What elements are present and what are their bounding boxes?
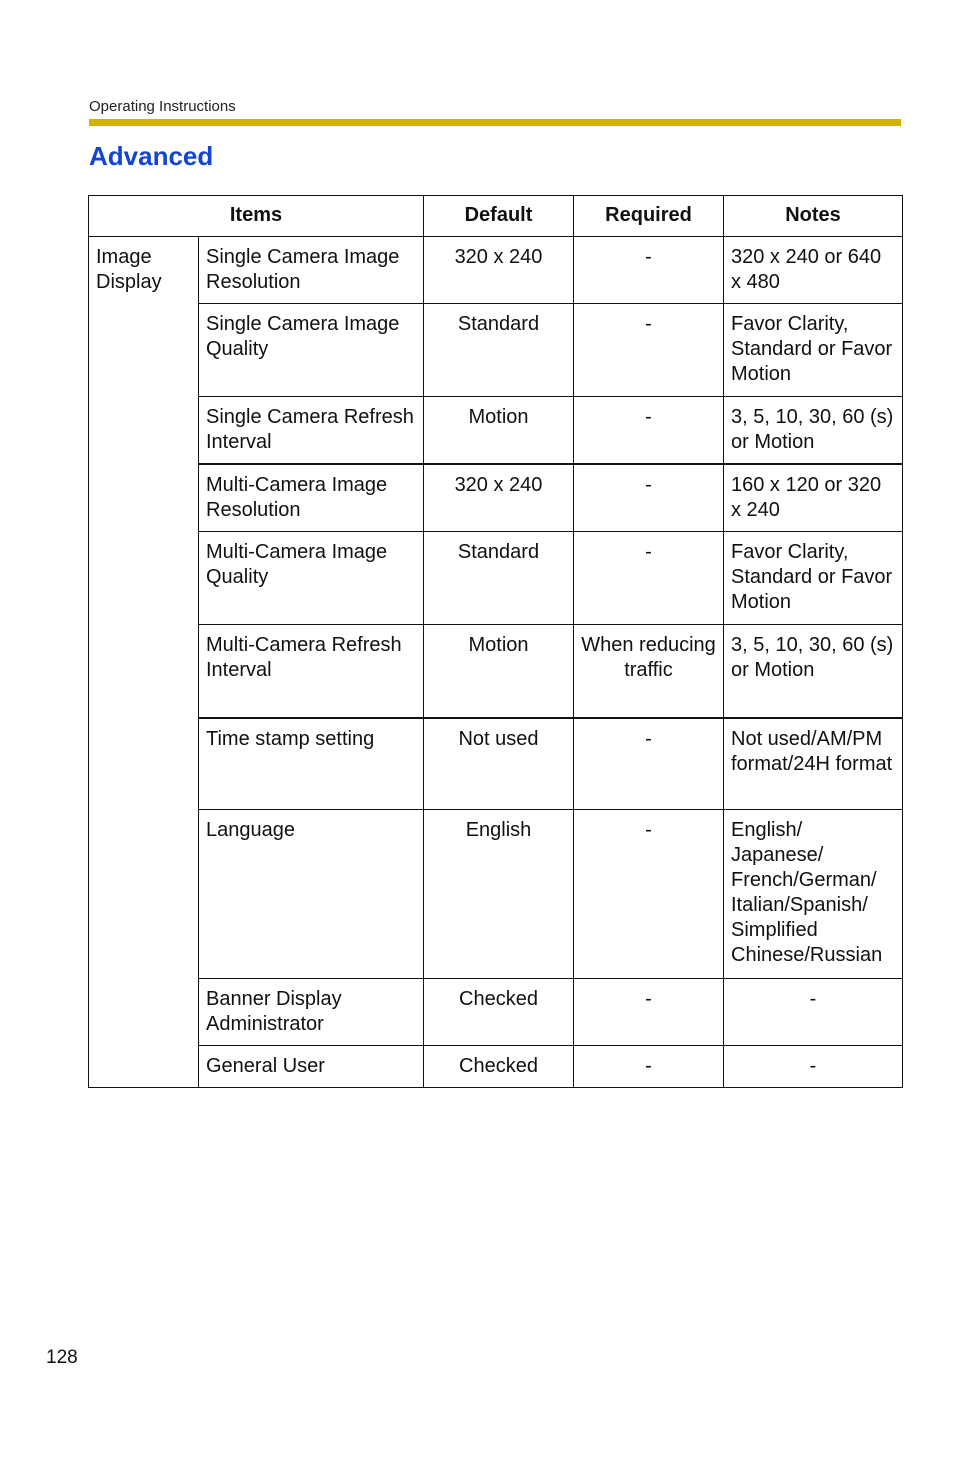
table-row [89, 625, 903, 718]
table-row [89, 810, 903, 979]
header-default: Default [424, 196, 574, 237]
default-cell: Motion [424, 397, 574, 465]
default-cell: Standard [424, 304, 574, 397]
table-row [89, 397, 903, 465]
table-row [89, 464, 903, 532]
item-cell: General User [199, 1046, 424, 1088]
table-row [89, 979, 903, 1046]
table-row [89, 237, 903, 304]
required-cell: When reducing traffic [574, 625, 724, 718]
table-row [89, 532, 903, 625]
notes-cell: - [724, 1046, 903, 1088]
required-cell: - [574, 718, 724, 810]
notes-cell: 3, 5, 10, 30, 60 (s) or Motion [724, 397, 903, 465]
item-sub-label: Administrator [206, 1013, 324, 1035]
table-row [89, 304, 903, 397]
default-cell: Standard [424, 532, 574, 625]
default-cell: 320 x 240 [424, 237, 574, 304]
item-cell: Single Camera Image Quality [199, 304, 424, 397]
default-cell: Motion [424, 625, 574, 718]
required-cell: - [574, 532, 724, 625]
item-cell: Single Camera Image Resolution [199, 237, 424, 304]
default-cell: Not used [424, 718, 574, 810]
settings-table [88, 195, 903, 1088]
default-cell: English [424, 810, 574, 979]
item-cell: Single Camera Refresh Interval [199, 397, 424, 465]
header-rule [89, 119, 901, 126]
notes-cell: 160 x 120 or 320 x 240 [724, 464, 903, 532]
item-group-label: Banner Display [206, 988, 342, 1010]
required-cell: - [574, 1046, 724, 1088]
required-cell: - [574, 979, 724, 1046]
section-title: Advanced [89, 141, 214, 171]
required-cell: - [574, 810, 724, 979]
notes-cell: - [724, 979, 903, 1046]
item-cell: Multi-Camera Image Resolution [199, 464, 424, 532]
page-number: 128 [46, 1347, 78, 1368]
notes-cell: Favor Clarity, Standard or Favor Motion [724, 532, 903, 625]
required-cell: - [574, 304, 724, 397]
required-cell: - [574, 237, 724, 304]
header-required: Required [574, 196, 724, 237]
item-cell: Time stamp setting [199, 718, 424, 810]
table-header-row [89, 196, 903, 237]
header-notes: Notes [724, 196, 903, 237]
item-cell [199, 979, 424, 1046]
required-cell: - [574, 397, 724, 465]
notes-cell: 3, 5, 10, 30, 60 (s) or Motion [724, 625, 903, 718]
notes-cell: Not used/AM/PM format/24H format [724, 718, 903, 810]
group-label-image-display: Image Display [89, 237, 199, 1088]
item-cell: Multi-Camera Image Quality [199, 532, 424, 625]
item-cell: Multi-Camera Refresh Interval [199, 625, 424, 718]
default-cell: 320 x 240 [424, 464, 574, 532]
table-row [89, 1046, 903, 1088]
table-row [89, 718, 903, 810]
notes-cell: 320 x 240 or 640 x 480 [724, 237, 903, 304]
default-cell: Checked [424, 979, 574, 1046]
required-cell: - [574, 464, 724, 532]
header-items: Items [89, 196, 424, 237]
default-cell: Checked [424, 1046, 574, 1088]
running-header: Operating Instructions [89, 98, 236, 115]
notes-cell: Favor Clarity, Standard or Favor Motion [724, 304, 903, 397]
notes-cell: English/ Japanese/ French/German/ Italian/Spanish/ Simplified Chinese/Russian [724, 810, 903, 979]
item-cell: Language [199, 810, 424, 979]
